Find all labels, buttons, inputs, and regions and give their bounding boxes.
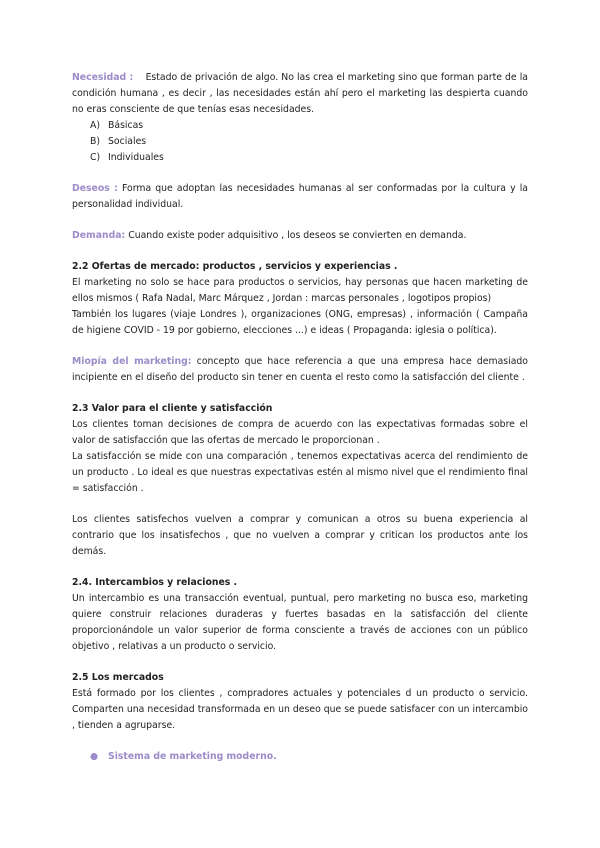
deseos-section: [72, 181, 528, 213]
list-label: Individuales: [108, 152, 164, 163]
necesidad-text: Estado de privación de algo. No las crea el marketing sino que forman parte de la condición humana , es decir , las necesidades están ahí pero el marketing las despierta cuando no eras consciente de que tenías esas necesidades.: [72, 72, 528, 115]
section-2-4: [72, 575, 528, 655]
necesidad-section: [72, 70, 528, 166]
list-item: [72, 150, 528, 166]
miopia-section: [72, 354, 528, 386]
bullet-label: Sistema de marketing moderno.: [108, 751, 277, 762]
section-heading: 2.4. Intercambios y relaciones .: [72, 577, 238, 588]
bullet-dot-icon: ●: [90, 751, 99, 762]
list-item: [72, 134, 528, 150]
deseos-text: Forma que adoptan las necesidades humanas al ser conformadas por la cultura y la personalidad individual.: [72, 183, 528, 210]
paragraph: La satisfacción se mide con una comparación , tenemos expectativas acerca del rendimiento de un producto . Lo ideal es que nuestras expectativas estén al mismo nivel que el rendimiento final = satisfacción .: [72, 451, 528, 494]
demanda-paragraph: [72, 228, 528, 244]
section-2-3-continued: [72, 512, 528, 560]
demanda-section: [72, 228, 528, 244]
section-2-2: [72, 259, 528, 339]
demanda-text: Cuando existe poder adquisitivo , los deseos se convierten en demanda.: [128, 230, 467, 241]
list-marker: C): [90, 152, 101, 163]
list-item: [72, 118, 528, 134]
paragraph: Está formado por los clientes , compradores actuales y potenciales d un producto o servicio. Comparten una necesidad transformada en un deseo que se puede satisfacer con un intercambio , tienden a agruparse.: [72, 688, 528, 731]
paragraph: Un intercambio es una transacción eventual, puntual, pero marketing no busca eso, marketing quiere construir relaciones duraderas y fuertes basadas en la satisfacción del cliente proporcionándole un valor superior de forma consciente a través de acciones con un público objetivo , relativas a un producto o servicio.: [72, 593, 528, 652]
miopia-term: Miopía del marketing:: [72, 356, 192, 367]
demanda-term: Demanda:: [72, 230, 126, 241]
section-2-5: [72, 670, 528, 734]
deseos-term: Deseos :: [72, 183, 118, 194]
paragraph: También los lugares (viaje Londres ), organizaciones (ONG, empresas) , información ( Campaña de higiene COVID - 19 por gobierno, elecciones ...) e ideas ( Propaganda: iglesia o política).: [72, 309, 528, 336]
list-marker: B): [90, 136, 101, 147]
paragraph: Los clientes satisfechos vuelven a comprar y comunican a otros su buena experiencia al contrario que los insatisfechos , que no vuelven a comprar y critican los productos ante los demás.: [72, 514, 528, 557]
paragraph: Los clientes toman decisiones de compra de acuerdo con las expectativas formadas sobre el valor de satisfacción que las ofertas de mercado le proporcionan .: [72, 419, 528, 446]
necesidad-paragraph: [72, 70, 528, 118]
necesidad-list: [72, 118, 528, 166]
list-label: Sociales: [108, 136, 147, 147]
miopia-paragraph: [72, 354, 528, 386]
paragraph: El marketing no solo se hace para productos o servicios, hay personas que hacen marketing de ellos mismos ( Rafa Nadal, Marc Márquez , Jordan : marcas personales , logotipos propios): [72, 277, 528, 304]
miopia-text: concepto que hace referencia a que una empresa hace demasiado incipiente en el diseño del producto sin tener en cuenta el resto como la satisfacción del cliente .: [72, 356, 528, 383]
section-heading: 2.2 Ofertas de mercado: productos , servicios y experiencias .: [72, 261, 398, 272]
necesidad-term: Necesidad :: [72, 72, 134, 83]
section-heading: 2.5 Los mercados: [72, 672, 164, 683]
deseos-paragraph: [72, 181, 528, 213]
list-marker: A): [90, 120, 100, 131]
section-2-3: [72, 401, 528, 497]
bullet-item-sistema: [72, 749, 528, 765]
section-heading: 2.3 Valor para el cliente y satisfacción: [72, 403, 273, 414]
list-label: Básicas: [108, 120, 144, 131]
